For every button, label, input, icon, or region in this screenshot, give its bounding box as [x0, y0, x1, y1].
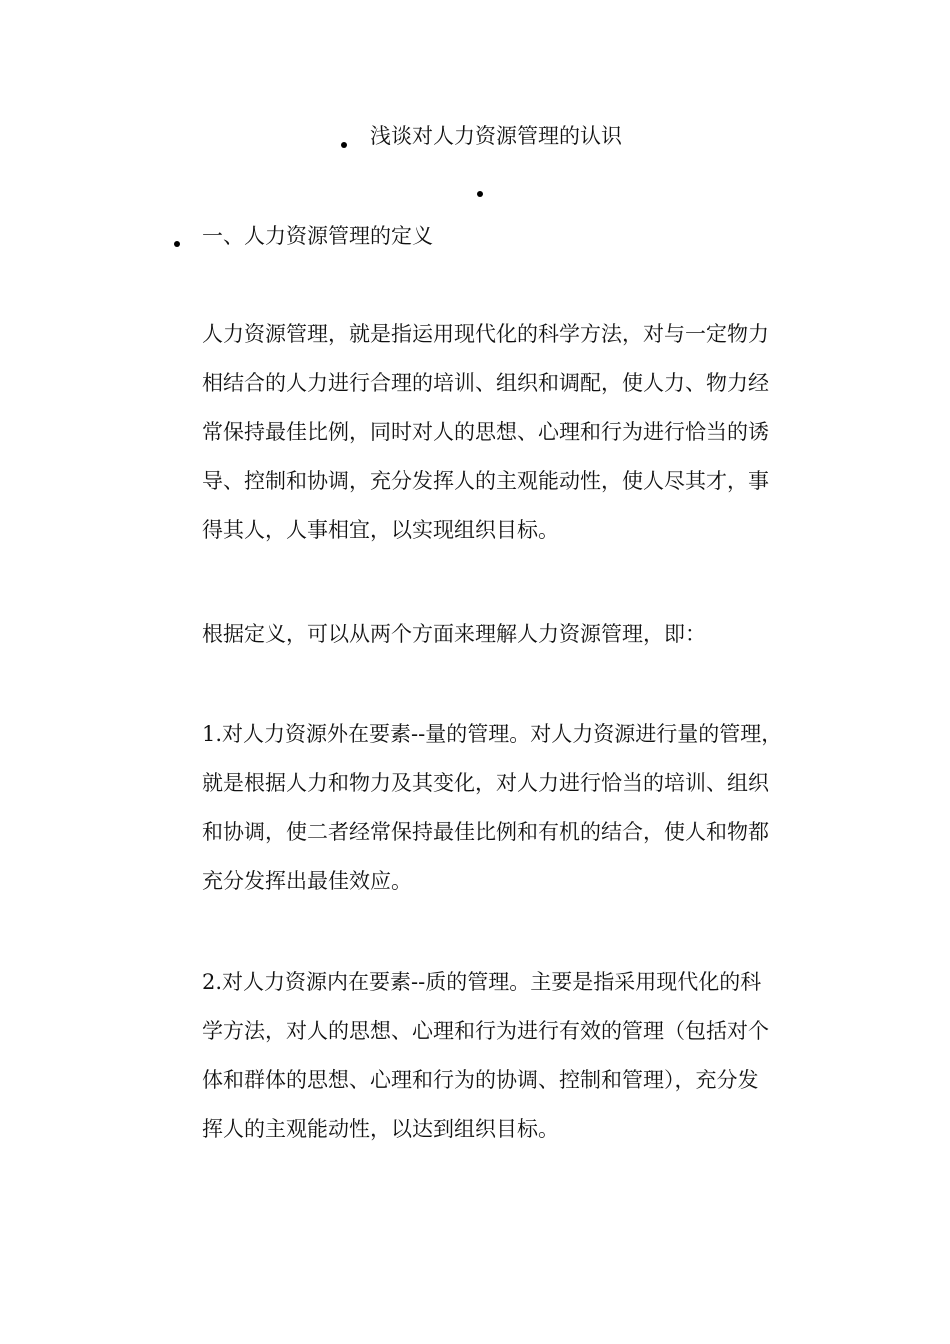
document-title: 浅谈对人力资源管理的认识	[370, 124, 622, 148]
paragraph-line: 就是根据人力和物力及其变化，对人力进行恰当的培训、组织	[202, 771, 769, 795]
paragraph-line: 体和群体的思想、心理和行为的协调、控制和管理），充分发	[202, 1068, 759, 1092]
bullet-icon	[341, 142, 347, 148]
paragraph-definition	[202, 310, 812, 555]
paragraph-line: 挥人的主观能动性，以达到组织目标。	[202, 1117, 559, 1141]
paragraph-line: 充分发挥出最佳效应。	[202, 869, 412, 893]
paragraph-line: 得其人，人事相宜，以实现组织目标。	[202, 518, 559, 542]
paragraph-line: 1.对人力资源外在要素--量的管理。对人力资源进行量的管理，	[202, 722, 783, 746]
paragraph-line: 导、控制和协调，充分发挥人的主观能动性，使人尽其才，事	[202, 469, 769, 493]
bullet-icon	[477, 191, 483, 197]
paragraph-quantity-management	[202, 710, 812, 906]
paragraph-line: 人力资源管理，就是指运用现代化的科学方法，对与一定物力	[202, 322, 769, 346]
bullet-icon	[174, 241, 180, 247]
paragraph-line: 和协调，使二者经常保持最佳比例和有机的结合，使人和物都	[202, 820, 769, 844]
paragraph-line: 常保持最佳比例，同时对人的思想、心理和行为进行恰当的诱	[202, 420, 769, 444]
paragraph-line: 相结合的人力进行合理的培训、组织和调配，使人力、物力经	[202, 371, 769, 395]
paragraph-line: 根据定义，可以从两个方面来理解人力资源管理，即：	[202, 622, 706, 646]
paragraph-quality-management	[202, 958, 812, 1154]
paragraph-line: 学方法，对人的思想、心理和行为进行有效的管理（包括对个	[202, 1019, 769, 1043]
paragraph-intro	[202, 610, 812, 659]
section-heading: 一、人力资源管理的定义	[202, 224, 433, 248]
paragraph-line: 2.对人力资源内在要素--质的管理。主要是指采用现代化的科	[202, 970, 762, 994]
